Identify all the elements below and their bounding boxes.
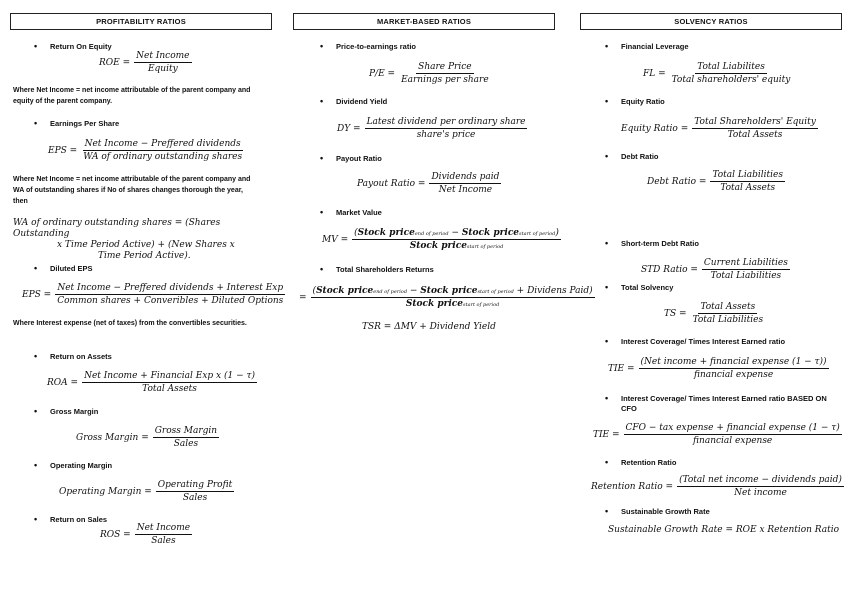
- pe-title: • Price-to-earnings ratio: [336, 42, 416, 51]
- tie-cfo-formula: [593, 423, 842, 446]
- dy-denominator: share's price: [416, 130, 476, 140]
- ros-lhs: ROS =: [100, 529, 131, 540]
- pe-denominator: Earnings per share: [401, 75, 489, 85]
- mv-formula: [322, 228, 561, 251]
- diluted-eps-formula: [22, 283, 285, 306]
- ts-lhs: TS =: [664, 308, 687, 319]
- eps-lhs: EPS =: [48, 145, 78, 156]
- operating-margin-numerator: Operating Profit: [157, 480, 233, 490]
- tsr-denominator: Stock pricestart of period: [405, 299, 500, 309]
- roe-formula: [99, 51, 192, 74]
- ros-numerator: Net Income: [136, 523, 191, 533]
- payout-title: • Payout Ratio: [336, 154, 382, 163]
- roa-numerator: Net Income + Financial Exp x (1 − τ): [84, 371, 255, 381]
- wa-line-3: Time Period Active).: [98, 251, 191, 261]
- debt-ratio-formula: [647, 170, 785, 193]
- tie-denominator: financial expense: [693, 370, 774, 380]
- solvency-column: [580, 13, 842, 30]
- tie-numerator: (Net income + financial expense (1 − τ)): [640, 357, 827, 367]
- roa-lhs: ROA =: [47, 377, 79, 388]
- fl-lhs: FL =: [643, 68, 666, 79]
- debt-ratio-title: • Debt Ratio: [621, 152, 659, 161]
- gross-margin-lhs: Gross Margin =: [76, 432, 149, 443]
- ros-denominator: Sales: [151, 536, 176, 546]
- ts-formula: [664, 302, 765, 325]
- mv-lhs: MV =: [322, 234, 349, 245]
- fl-numerator: Total Liabilites: [697, 62, 765, 72]
- eps-note: Where Net Income = net income attributable of the parent company and WA of outstanding shares if No of shares changes thorough the year, then: [13, 176, 251, 205]
- tie-cfo-numerator: CFO − tax expense + financial expense (1 − τ): [625, 423, 840, 433]
- roe-numerator: Net Income: [136, 51, 190, 61]
- dy-title: • Dividend Yield: [336, 97, 387, 106]
- tie-cfo-denominator: financial expense: [693, 436, 773, 446]
- std-numerator: Current Liabilities: [703, 258, 788, 268]
- pe-numerator: Share Price: [418, 62, 472, 72]
- wa-line-1: WA of ordinary outstanding shares = (Shares Outstanding: [13, 218, 221, 239]
- tie-cfo-lhs: TIE =: [593, 429, 620, 440]
- wa-formula: [13, 218, 275, 262]
- tie-lhs: TIE =: [608, 363, 635, 374]
- roe-denominator: Equity: [147, 64, 178, 74]
- diluted-eps-lhs: EPS =: [22, 289, 52, 300]
- retention-title: • Retention Ratio: [621, 458, 676, 467]
- retention-formula: [591, 475, 844, 498]
- tsr-equals: =: [299, 292, 307, 303]
- market-column: [293, 13, 555, 30]
- wa-line-2: x Time Period Active) + (New Shares x: [57, 240, 235, 250]
- ts-numerator: Total Assets: [700, 302, 756, 312]
- eps-title: • Earnings Per Share: [50, 119, 119, 128]
- mv-title: • Market Value: [336, 208, 382, 217]
- std-formula: [641, 258, 790, 281]
- gross-margin-denominator: Sales: [173, 439, 199, 449]
- std-denominator: Total Liabilities: [710, 271, 782, 281]
- sgr-title: • Sustainable Growth Rate: [621, 507, 710, 516]
- tsr-title: • Total Shareholders Returns: [336, 265, 434, 274]
- retention-lhs: Retention Ratio =: [591, 481, 674, 492]
- profitability-column: [10, 13, 272, 30]
- tie-formula: [608, 357, 829, 380]
- eps-denominator: WA of ordinary outstanding shares: [83, 152, 243, 162]
- solvency-header: SOLVENCY RATIOS: [580, 13, 842, 30]
- tie-cfo-title: • Interest Coverage/ Times Interest Earned ratio BASED ON CFO: [621, 394, 831, 414]
- eps-formula: [48, 139, 244, 162]
- diluted-eps-numerator: Net Income − Preffered dividends + Interest Exp: [57, 283, 284, 293]
- payout-formula: [357, 172, 501, 195]
- tsr-formula: [299, 286, 595, 309]
- ts-title: • Total Solvency: [621, 283, 673, 292]
- equity-ratio-formula: [621, 117, 818, 140]
- fl-title: • Financial Leverage: [621, 42, 689, 51]
- operating-margin-title: • Operating Margin: [50, 461, 112, 470]
- fl-denominator: Total shareholders' equity: [671, 75, 791, 85]
- roa-title: • Return on Assets: [50, 352, 112, 361]
- gross-margin-title: • Gross Margin: [50, 407, 98, 416]
- fl-formula: [643, 62, 792, 85]
- market-header: MARKET-BASED RATIOS: [293, 13, 555, 30]
- mv-denominator: Stock pricestart of period: [409, 241, 504, 251]
- equity-ratio-numerator: Total Shareholders' Equity: [694, 117, 816, 127]
- ts-denominator: Total Liabilities: [692, 315, 764, 325]
- std-title: • Short-term Debt Ratio: [621, 239, 699, 248]
- debt-ratio-lhs: Debt Ratio =: [647, 176, 707, 187]
- mv-numerator: (Stock priceend of period − Stock pricestart of period): [354, 228, 559, 238]
- ros-title: • Return on Sales: [50, 515, 107, 524]
- dy-formula: [337, 117, 527, 140]
- debt-ratio-numerator: Total Liabilities: [712, 170, 783, 180]
- ros-formula: [100, 523, 192, 546]
- equity-ratio-lhs: Equity Ratio =: [621, 123, 689, 134]
- diluted-eps-title: • Diluted EPS: [50, 264, 93, 273]
- profitability-header: PROFITABILITY RATIOS: [10, 13, 272, 30]
- operating-margin-lhs: Operating Margin =: [59, 486, 152, 497]
- retention-denominator: Net income: [734, 488, 787, 498]
- roa-formula: [47, 371, 257, 394]
- roe-note: Where Net Income = net income attributable of the parent company and equity of the parent company.: [13, 87, 251, 105]
- gross-margin-formula: [76, 426, 219, 449]
- dy-numerator: Latest dividend per ordinary share: [366, 117, 526, 127]
- gross-margin-numerator: Gross Margin: [154, 426, 218, 436]
- tie-title: • Interest Coverage/ Times Interest Earned ratio: [621, 337, 785, 346]
- tsr-numerator: (Stock priceend of period − Stock pricestart of period + Dividens Paid): [312, 286, 593, 296]
- eps-numerator: Net Income − Preffered dividends: [84, 139, 241, 149]
- roe-lhs: ROE =: [99, 57, 131, 68]
- roa-denominator: Total Assets: [142, 384, 197, 394]
- operating-margin-denominator: Sales: [182, 493, 208, 503]
- equity-ratio-denominator: Total Assets: [727, 130, 783, 140]
- payout-denominator: Net Income: [438, 185, 493, 195]
- retention-numerator: (Total net income − dividends paid): [679, 475, 842, 485]
- diluted-eps-denominator: Common shares + Converibles + Diluted Options: [57, 296, 284, 306]
- roe-title: • Return On Equity: [50, 42, 112, 51]
- diluted-eps-note: Where Interest expense (net of taxes) from the convertibles securities.: [13, 320, 247, 327]
- payout-numerator: Dividends paid: [431, 172, 500, 182]
- debt-ratio-denominator: Total Assets: [720, 183, 776, 193]
- operating-margin-formula: [59, 480, 234, 503]
- pe-lhs: P/E =: [369, 68, 396, 79]
- sgr-formula: Sustainable Growth Rate = ROE x Retention Ratio: [608, 525, 840, 535]
- payout-lhs: Payout Ratio =: [357, 178, 426, 189]
- pe-formula: [369, 62, 491, 85]
- std-lhs: STD Ratio =: [641, 264, 698, 275]
- dy-lhs: DY =: [337, 123, 361, 134]
- tsr-line: TSR = ΔMV + Dividend Yield: [362, 322, 496, 332]
- equity-ratio-title: • Equity Ratio: [621, 97, 665, 106]
